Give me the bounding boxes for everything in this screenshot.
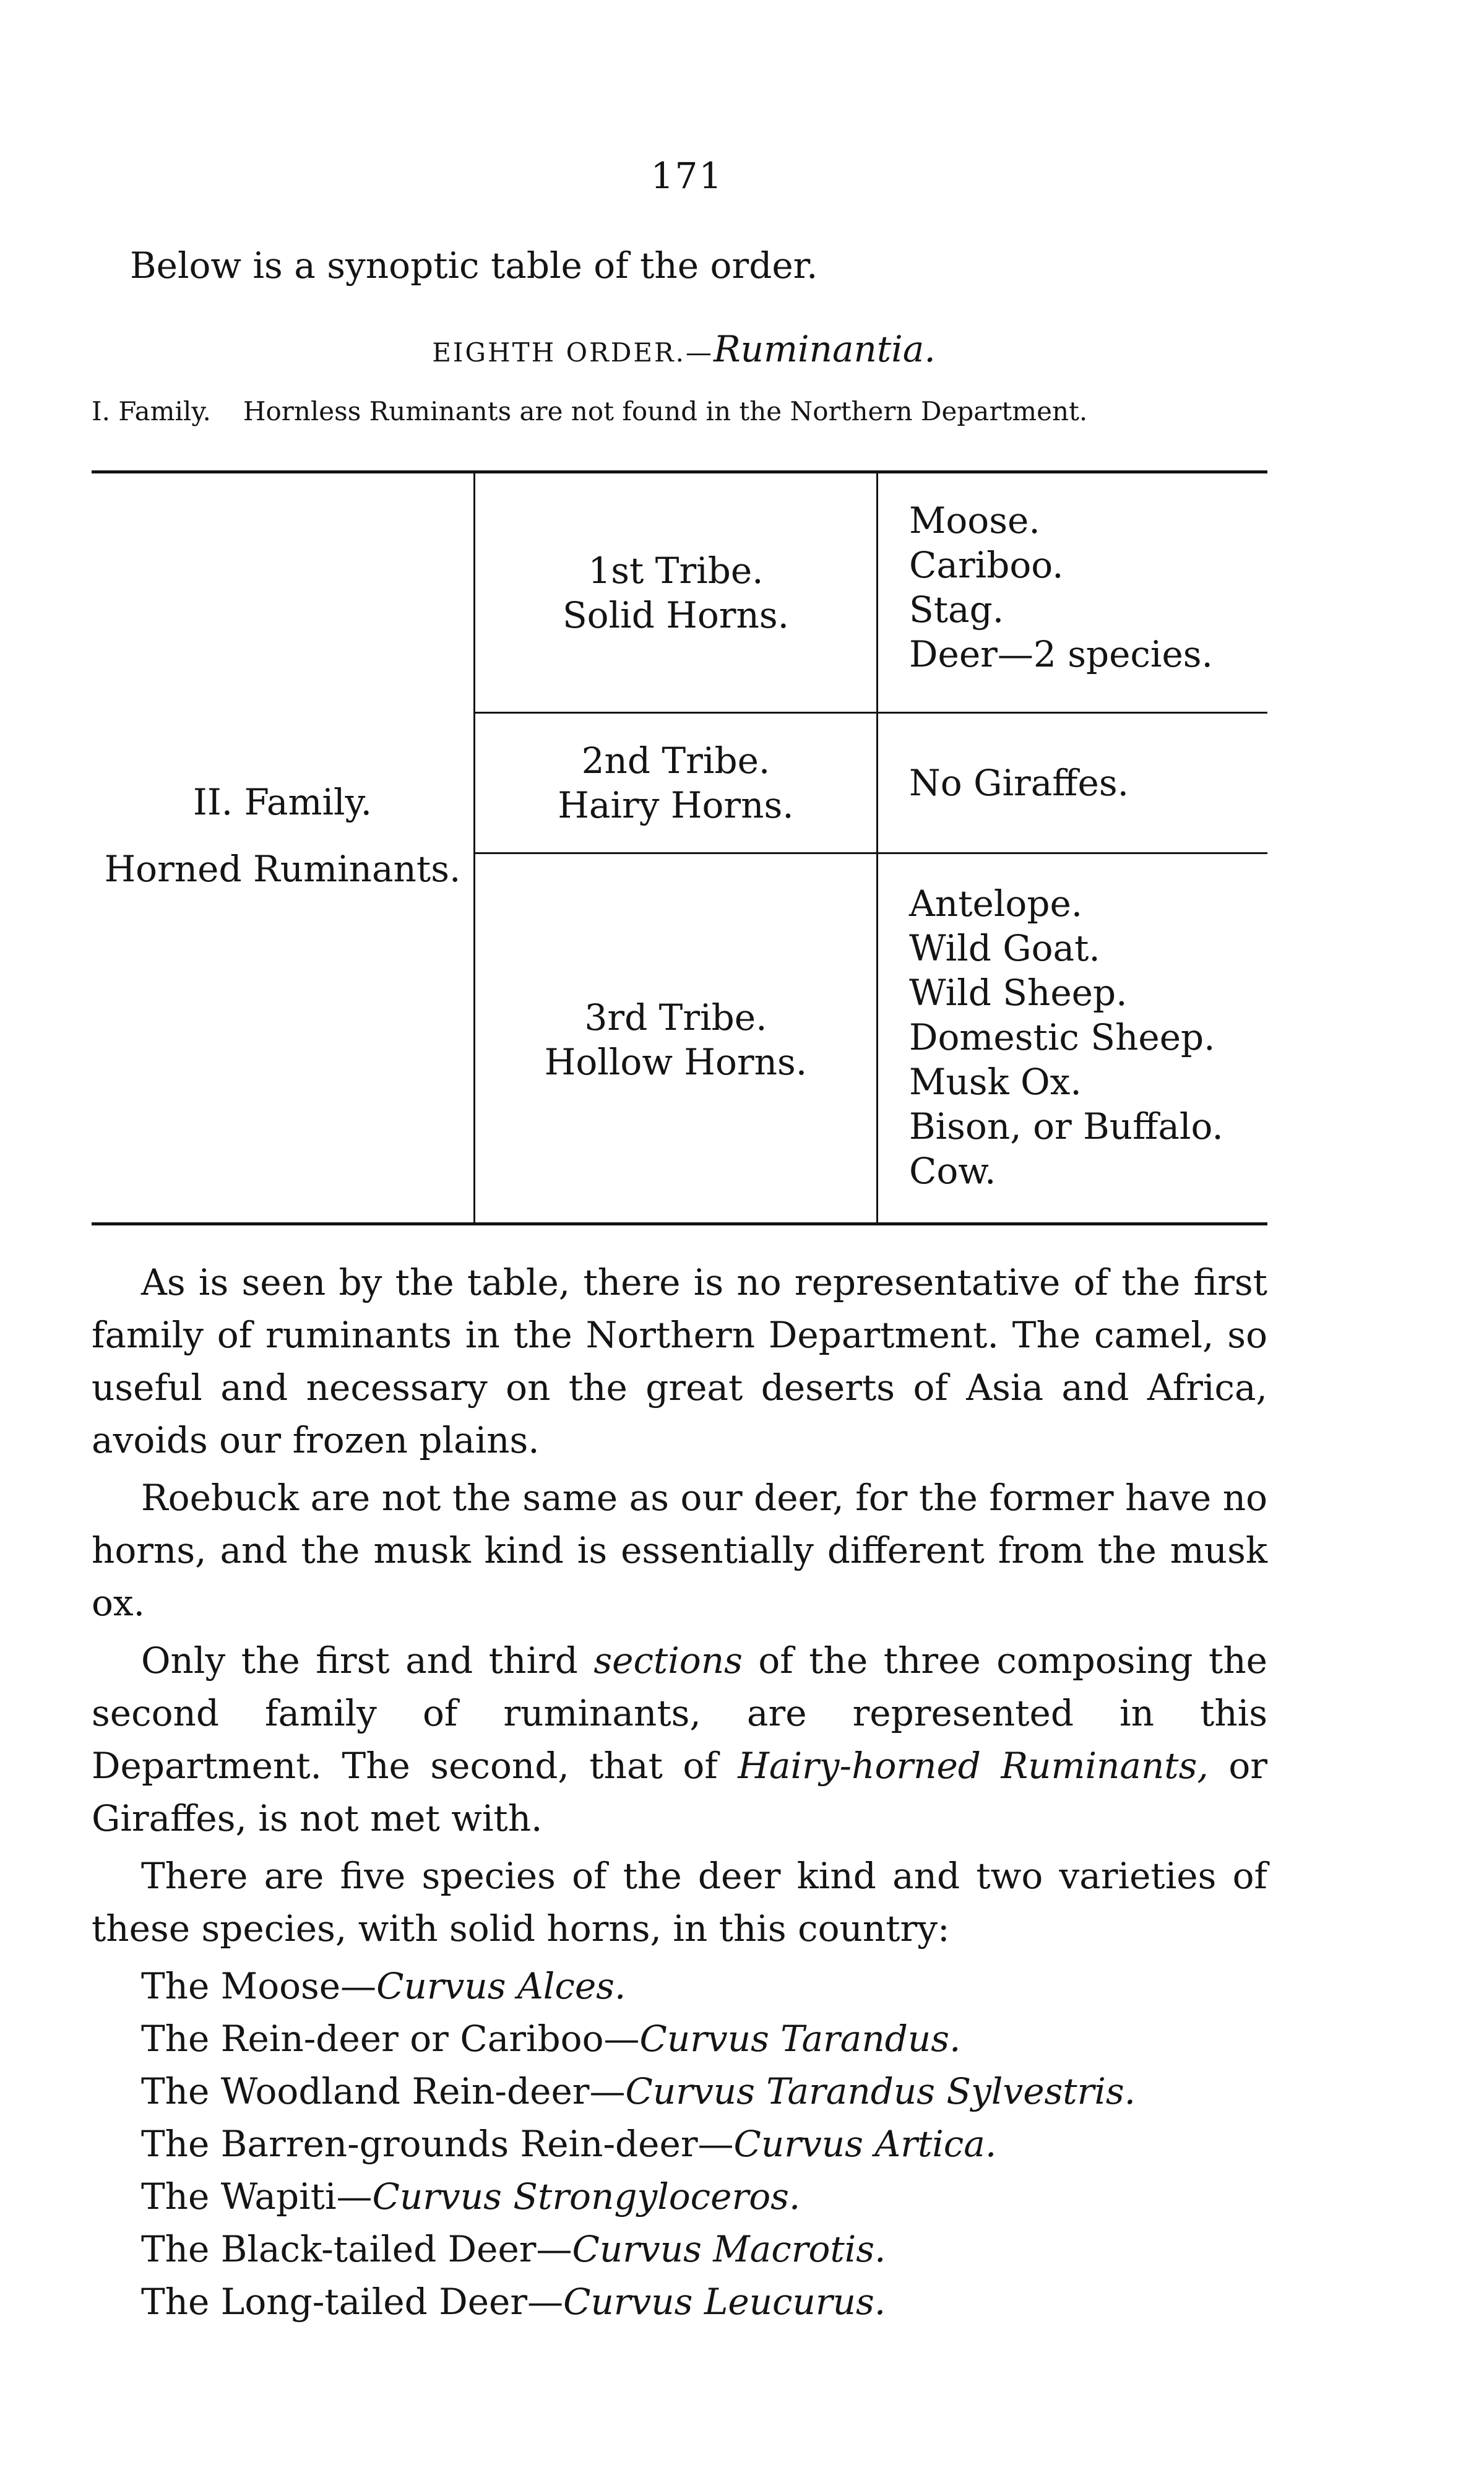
common-name: The Wapiti—: [141, 2175, 373, 2218]
family-description: Horned Ruminants.: [104, 848, 461, 890]
species-item: Cow.: [909, 1150, 996, 1192]
deer-species-list: [92, 1960, 1267, 2328]
text-run: or Giraffes, is not met with.: [92, 1745, 1267, 1839]
species-list: [909, 498, 1267, 676]
paragraph: There are five species of the deer kind and two varieties of these species, with solid horns, in this country:: [92, 1855, 1267, 1950]
family-cell: [92, 473, 473, 1222]
order-heading-name: Ruminantia.: [714, 328, 936, 370]
family-one-label: I. Family.: [92, 396, 211, 426]
species-cell: [878, 714, 1267, 852]
common-name: The Black-tailed Deer—: [141, 2228, 572, 2270]
family-name: II. Family.: [192, 781, 373, 823]
deer-list-item: [141, 2065, 1267, 2118]
common-name: The Rein-deer or Cariboo—: [141, 2018, 640, 2060]
tribe-name: 1st Tribe.: [588, 549, 764, 592]
species-item: Stag.: [909, 589, 1004, 631]
order-heading: [0, 328, 1368, 370]
page-number: 171: [650, 155, 723, 197]
deer-list-item: [141, 2223, 1267, 2276]
family-one-text: Hornless Ruminants are not found in the Northern Department.: [243, 396, 1088, 426]
tribe-horns: Hollow Horns.: [544, 1041, 808, 1083]
species-item: Domestic Sheep.: [909, 1016, 1215, 1058]
species-item: Deer—2 species.: [909, 633, 1213, 675]
latin-name: Curvus Tarandus Sylvestris.: [625, 2070, 1136, 2112]
paragraph: Roebuck are not the same as our deer, for the former have no horns, and the musk kind is essentially different from the musk ox.: [92, 1477, 1267, 1624]
species-item: Moose.: [909, 499, 1040, 542]
species-item: Cariboo.: [909, 544, 1064, 586]
species-item: No Giraffes.: [909, 762, 1129, 804]
family-one-note: [92, 396, 1255, 426]
species-list: [909, 761, 1267, 805]
species-item: Wild Sheep.: [909, 972, 1128, 1014]
order-heading-prefix: EIGHTH ORDER.—: [432, 337, 714, 368]
common-name: The Barren-grounds Rein-deer—: [141, 2123, 734, 2165]
paragraph: [92, 1635, 1267, 1845]
tribe-cell: [475, 854, 876, 1225]
deer-list-item: [141, 1960, 1267, 2013]
species-cell: [878, 854, 1267, 1225]
italic-run: Hairy-horned Ruminants,: [738, 1745, 1209, 1787]
latin-name: Curvus Tarandus.: [639, 2018, 961, 2060]
species-item: Wild Goat.: [909, 927, 1100, 969]
species-item: Musk Ox.: [909, 1061, 1082, 1103]
common-name: The Long-tailed Deer—: [141, 2281, 564, 2323]
text-run: of the three composing the second family of ruminants, are represented in this Department. The second, that of: [92, 1639, 1268, 1787]
deer-list-item: [141, 2118, 1267, 2171]
latin-name: Curvus Macrotis.: [572, 2228, 886, 2270]
deer-list-item: [141, 2013, 1267, 2065]
tribe-cell: [475, 714, 876, 852]
common-name: The Moose—: [141, 1965, 377, 2007]
deer-list-item: [141, 2171, 1267, 2223]
species-list: [909, 881, 1267, 1193]
common-name: The Woodland Rein-deer—: [141, 2070, 626, 2112]
species-item: Bison, or Buffalo.: [909, 1105, 1223, 1147]
latin-name: Curvus Alces.: [376, 1965, 626, 2007]
latin-name: Curvus Strongyloceros.: [372, 2175, 801, 2218]
tribe-name: 2nd Tribe.: [581, 740, 770, 782]
paragraph: As is seen by the table, there is no representative of the first family of ruminants in the Northern Department. The camel, so useful and necessary on the great deserts of Asia and Africa, avoids our frozen plains.: [92, 1261, 1267, 1461]
latin-name: Curvus Artica.: [733, 2123, 997, 2165]
species-cell: [878, 473, 1267, 712]
latin-name: Curvus Leucurus.: [563, 2281, 886, 2323]
intro-sentence: Below is a synoptic table of the order.: [130, 244, 818, 287]
tribe-name: 3rd Tribe.: [584, 996, 767, 1039]
tribe-horns: Hairy Horns.: [558, 784, 794, 826]
body-text: [92, 1256, 1267, 2328]
italic-run: sections: [593, 1639, 743, 1682]
synoptic-table: [92, 470, 1267, 1225]
tribe-cell: [475, 473, 876, 712]
tribe-horns: Solid Horns.: [562, 594, 790, 636]
species-item: Antelope.: [909, 883, 1083, 925]
text-run: Only the first and third: [141, 1639, 594, 1682]
deer-list-item: [141, 2276, 1267, 2328]
